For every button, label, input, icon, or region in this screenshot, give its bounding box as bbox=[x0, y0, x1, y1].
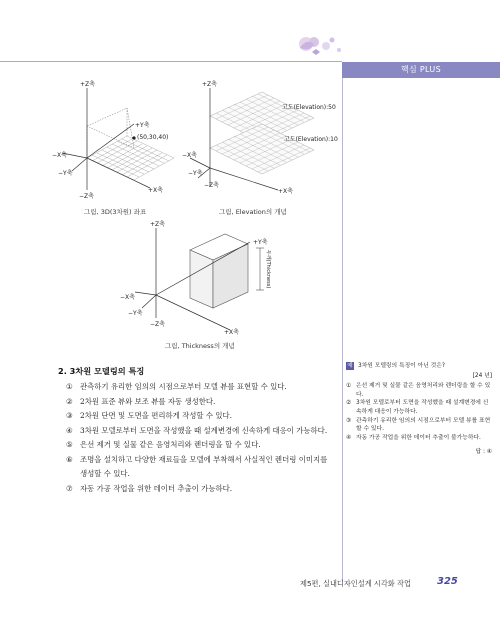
list-item-number: ④ bbox=[66, 425, 73, 435]
axis-label-pz: +Z축 bbox=[150, 221, 165, 228]
axis-label-py: +Y축 bbox=[253, 239, 268, 246]
axis-label-px: +X축 bbox=[278, 188, 293, 195]
list-item-text: 은선 제거 및 실물 같은 음영처리와 렌더링을 할 수 있다. bbox=[80, 440, 261, 449]
quiz-option-number: ② bbox=[346, 400, 352, 407]
elevation-bottom-label: 고도(Elevation):10 bbox=[284, 136, 338, 143]
list-item-number: ③ bbox=[66, 411, 73, 420]
axis-label-py: +Y축 bbox=[135, 122, 150, 129]
list-item bbox=[66, 482, 336, 497]
list-item-text: 조명을 설치하고 다양한 재료들을 모델에 부착해서 사실적인 렌더링 이미지를 생성할 수 있다. bbox=[80, 454, 328, 478]
quiz-option-number: ③ bbox=[346, 417, 352, 424]
list-item bbox=[66, 453, 336, 482]
list-item bbox=[66, 424, 336, 439]
page-number: 325 bbox=[437, 576, 458, 587]
quiz-option-number: ① bbox=[346, 383, 352, 390]
thickness-label: 두께(Thickness) bbox=[265, 250, 271, 289]
quiz-answer: 답 : ④ bbox=[475, 449, 492, 456]
figure-thickness bbox=[120, 220, 300, 355]
elevation-top-label: 고도(Elevation):50 bbox=[282, 104, 336, 111]
list-item-text: 2차원 표준 뷰와 보조 뷰를 자동 생성한다. bbox=[80, 396, 216, 406]
quiz-badge: 예 bbox=[347, 363, 353, 369]
list-item bbox=[66, 380, 336, 395]
axis-label-ny: −Y축 bbox=[188, 170, 203, 177]
point-label: (50,30,40) bbox=[137, 134, 169, 141]
quiz-box bbox=[346, 362, 492, 457]
figure-elevation bbox=[182, 78, 342, 223]
quiz-question: 3차원 모델링의 특징이 아닌 것은? bbox=[358, 363, 445, 369]
list-item-text: 3차원 모델로부터 도면을 작성했을 때 설계변경에 신속하게 대응이 가능하다. bbox=[80, 425, 328, 435]
quiz-option-text: 자동 가공 작업을 위한 데이터 추출이 불가능하다. bbox=[356, 434, 481, 441]
quiz-option-text: 은선 제거 및 실물 같은 음영처리와 렌더링을 할 수 있다. bbox=[356, 383, 491, 398]
axis-label-pz: +Z축 bbox=[202, 81, 217, 88]
axis-label-px: +X축 bbox=[224, 329, 239, 336]
quiz-option bbox=[346, 382, 492, 399]
quiz-option-text: 관측하기 유리한 임의의 시점으로부터 모델 뷰를 표현할 수 있다. bbox=[356, 417, 491, 433]
figure-caption: 그림, 3D(3차원) 좌표 bbox=[84, 208, 147, 216]
list-item-number: ⑦ bbox=[66, 483, 73, 493]
quiz-option-text: 3차원 모델로부터 도면을 작성했을 때 설계변경에 신속하게 대응이 가능하다. bbox=[356, 400, 489, 415]
list-item bbox=[66, 409, 336, 424]
list-item-number: ② bbox=[66, 396, 73, 406]
axis-label-nx: −X축 bbox=[52, 152, 67, 159]
axis-label-ny: −Y축 bbox=[128, 310, 143, 317]
axis-label-ny: −Y축 bbox=[58, 170, 73, 177]
quiz-options bbox=[346, 382, 492, 442]
figure-caption: 그림, Thickness의 개념 bbox=[165, 342, 235, 350]
list-item-text: 자동 가공 작업을 위한 데이터 추출이 가능하다. bbox=[80, 483, 233, 493]
list-item bbox=[66, 438, 336, 453]
axis-label-pz: +Z축 bbox=[80, 81, 95, 88]
header-decoration-icon bbox=[292, 30, 362, 60]
quiz-reference: [24 년] bbox=[472, 372, 492, 379]
list-item-number: ⑤ bbox=[66, 440, 73, 449]
point-marker bbox=[132, 136, 135, 139]
list-item bbox=[66, 395, 336, 410]
axis-label-nx: −X축 bbox=[120, 294, 135, 301]
axis-label-px: +X축 bbox=[148, 187, 163, 194]
quiz-option bbox=[346, 417, 492, 434]
feature-list bbox=[66, 380, 336, 496]
figure-caption: 그림, Elevation의 개념 bbox=[219, 208, 287, 216]
axis-label-nz: −Z축 bbox=[204, 182, 219, 189]
sidebar-divider bbox=[342, 62, 343, 582]
sidebar-header: 핵심 PLUS bbox=[342, 62, 500, 78]
figure-3d-coordinates bbox=[52, 78, 182, 223]
list-item-number: ⑥ bbox=[66, 454, 73, 464]
axis-label-nz: −Z축 bbox=[79, 193, 94, 200]
quiz-option bbox=[346, 399, 492, 416]
list-item-number: ① bbox=[66, 382, 73, 391]
section-title: 2. 3차원 모델링의 특징 bbox=[58, 366, 145, 376]
axis-label-nz: −Z축 bbox=[150, 321, 165, 328]
list-item-text: 관측하기 유리한 임의의 시점으로부터 모델 뷰를 표현할 수 있다. bbox=[80, 382, 287, 391]
header-rule bbox=[0, 61, 342, 62]
quiz-option-number: ④ bbox=[346, 434, 352, 441]
footer-chapter: 제5편, 실내디자인설계 시각화 작업 bbox=[300, 579, 411, 588]
quiz-option bbox=[346, 434, 492, 443]
axis-label-nx: −X축 bbox=[182, 152, 197, 159]
list-item-text: 2차원 단면 및 도면을 편리하게 작성할 수 있다. bbox=[80, 411, 233, 420]
